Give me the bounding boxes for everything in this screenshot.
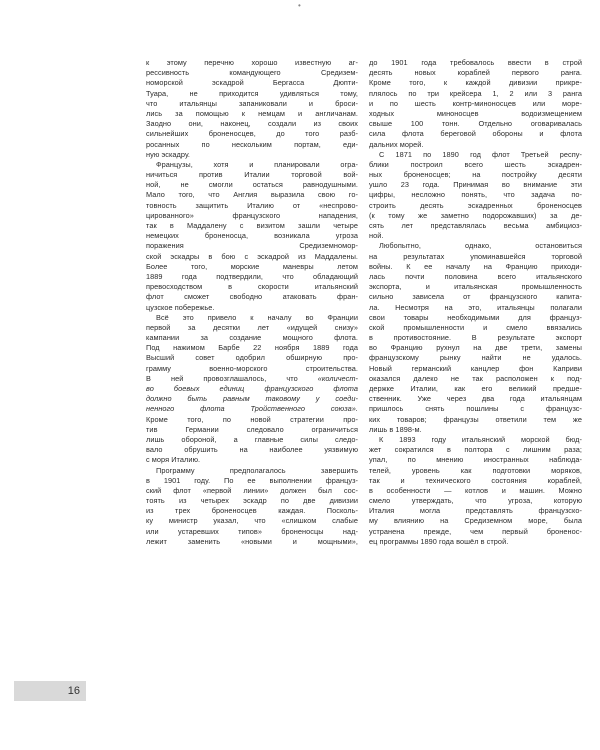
text-line: Италия могла представлять французско- xyxy=(369,506,582,516)
text-line: Кроме того, к каждой дивизии прикре- xyxy=(369,78,582,88)
text-line: лись за помощью к немцам и англичанам. xyxy=(146,108,358,118)
text-line: ец программы 1890 года вошёл в строй. xyxy=(369,536,509,546)
text-line: упал, по мнению иностранных наблюда- xyxy=(369,455,582,465)
text-line: тоять из четырех эскадр по две дивизии xyxy=(146,496,358,506)
text-line: поражения Средиземномор- xyxy=(146,241,358,251)
text-line: Новый германский канцлер фон Каприви xyxy=(369,363,582,373)
text-line: ской промышленности и смело ввязались xyxy=(369,322,582,332)
text-line: сила флота береговой обороны и флота xyxy=(369,129,582,139)
text-line: цузское побережье. xyxy=(146,302,215,312)
text-line: ной. xyxy=(369,231,384,241)
text-line: номорской эскадрой Бергасса Дюпти- xyxy=(146,78,358,88)
text-line: лась почти половина всего итальянского xyxy=(369,271,582,281)
text-line: Мало того, что Англия выразила свою го- xyxy=(146,190,358,200)
text-line: грамму военно-морского строительства. xyxy=(146,363,358,373)
text-line: пришлось снять пошлины с французс- xyxy=(369,404,582,414)
text-line: ничиться против Италии торговой вой- xyxy=(146,170,358,180)
text-line: му влиянию на Средиземном море, была xyxy=(369,516,582,526)
text-line: превосходством в скорости итальянский xyxy=(146,282,358,292)
text-line: ственник. Уже через два года итальянцам xyxy=(369,394,582,404)
text-line: ушло 23 года. Принимая во внимание эти xyxy=(369,180,582,190)
text-line: во боевых единиц французского флота xyxy=(146,384,358,393)
text-line: ский флот «первой линии» должен был сос- xyxy=(146,485,358,495)
text-line: и по шесть контр-миноносцев или море- xyxy=(369,98,582,108)
text-line: войны. К ее началу на Францию приходи- xyxy=(369,261,582,271)
text-line: росанных по нескольким портам, еди- xyxy=(146,139,358,149)
text-line: до 1901 года требовалось ввести в строй xyxy=(369,58,582,67)
text-line: Программу предполагалось завершить xyxy=(156,465,358,475)
text-line: первой за десятки лет «идущей снизу» xyxy=(146,322,358,332)
text-line: в противостояние. В результате экспорт xyxy=(369,333,582,343)
text-line: плялось по три крейсера 1, 2 или 3 ранга xyxy=(369,88,582,98)
text-line: ла. Несмотря на это, итальянцы полагали xyxy=(369,302,582,312)
text-line: лежит заменить «новыми и мощными», xyxy=(146,536,358,546)
text-line: С 1871 по 1890 год флот Третьей респу- xyxy=(379,149,582,159)
text-line: дальних морей. xyxy=(369,139,424,149)
text-line: ненного флота Тройственного союза». xyxy=(146,404,358,414)
text-column-left xyxy=(146,58,358,547)
text-line: Кроме того, по новой стратегии про- xyxy=(146,414,358,424)
page-number: 16 xyxy=(67,685,80,697)
text-line: товность защитить Италию от «неспрово- xyxy=(146,200,358,210)
text-line: флот сможет свободно атаковать фран- xyxy=(146,292,358,302)
text-line: лишь в 1898-м. xyxy=(369,424,422,434)
text-line: ных броненосцев; на постройку десяти xyxy=(369,170,582,180)
text-line: кампании за создание мощного флота. xyxy=(146,333,358,343)
text-line: Любопытно, однако, остановиться xyxy=(379,241,582,251)
text-line: оказался далеко не так расположен к под- xyxy=(369,373,582,383)
page-number-box xyxy=(14,681,86,701)
text-line: ких товаров; французы ответили тем же xyxy=(369,414,582,424)
text-line: К 1893 году итальянский морской бюд- xyxy=(379,434,582,444)
text-line: держке Италии, как его великий предше- xyxy=(369,384,582,393)
text-line: ходных миноносцев водоизмещением xyxy=(369,108,582,118)
text-line: ной, не смогли остаться равнодушными. xyxy=(146,180,358,190)
text-line: устранена прежде, чем первый броненос- xyxy=(369,526,582,536)
text-line: ской эскадры в бою с эскадрой из Маддалены. xyxy=(146,251,358,261)
text-line: к этому перечню хорошо известную аг- xyxy=(146,58,358,67)
text-line: сять лет представлялась весьма амбициоз- xyxy=(369,221,582,230)
text-line: так и технического состояния кораблей, xyxy=(369,475,582,485)
text-line: что итальянцы запаниковали и броси- xyxy=(146,98,358,108)
text-line: Туара, не приходится удивляться тому, xyxy=(146,88,358,98)
text-line: телей, уровень как подготовки моряков, xyxy=(369,465,582,475)
text-column-right xyxy=(369,58,582,547)
text-line: ную эскадру. xyxy=(146,149,191,159)
text-line: или устаревших типов» броненосцы над- xyxy=(146,526,358,536)
text-line: Заодно они, наконец, создали из своих xyxy=(146,119,358,129)
text-line: блики построил всего шесть эскадрен- xyxy=(369,159,582,169)
text-line: Под нажимом Барбе 22 ноября 1889 года xyxy=(146,343,358,353)
text-line: десять новых кораблей первого ранга. xyxy=(369,68,582,78)
text-line: В ней провозглашалось, что «количест- xyxy=(146,373,358,383)
text-line: тив Германии следовало ограничиться xyxy=(146,424,358,434)
text-line: немецких броненосца, возникала угроза xyxy=(146,231,358,241)
text-line: сильнейших броненосцев, до того разб- xyxy=(146,129,358,139)
text-line: (к тому же заметно подорожавших) за де- xyxy=(369,210,582,220)
text-line: на результатах упоминавшейся торговой xyxy=(369,251,582,261)
text-line: во Францию рухнул на две трети, замены xyxy=(369,343,582,353)
text-line: цифры, несложно понять, что задача по- xyxy=(369,190,582,200)
text-line: смело утверждать, что угроза, которую xyxy=(369,496,582,506)
text-line: жет сократился в полтора с лишним раза; xyxy=(369,445,582,455)
text-line: вало обрушить на наиболее уязвимую xyxy=(146,445,358,455)
text-line: ку министр указал, что «слишком слабые xyxy=(146,516,358,526)
text-line: Высший совет одобрил обширную про- xyxy=(146,353,358,363)
text-line: в особенности — котлов и машин. Можно xyxy=(369,485,582,495)
text-line: Более того, морские маневры летом xyxy=(146,261,358,271)
text-line: лишь обороной, а главные силы следо- xyxy=(146,434,358,444)
text-line: французскому рынку найти не удалось. xyxy=(369,353,582,363)
text-line: цированного» французского нападения, xyxy=(146,210,358,220)
text-line: сильно зависела от французского капита- xyxy=(369,292,582,302)
text-line: экспорта, и итальянская промышленность xyxy=(369,282,582,292)
text-line: свыше 100 тонн. Отдельно оговаривалась xyxy=(369,119,582,129)
top-mark: • xyxy=(298,1,301,10)
text-line: рессивность командующего Средизем- xyxy=(146,68,358,78)
text-line: с моря Италию. xyxy=(146,455,201,465)
text-line: из трех броненосцев каждая. Посколь- xyxy=(146,506,358,516)
text-line: так в Маддалену с визитом зашли четыре xyxy=(146,221,358,230)
text-line: Всё это привело к началу во Франции xyxy=(156,312,358,322)
text-line: Французы, хотя и планировали огра- xyxy=(156,159,358,169)
text-line: свои товары необходимыми для француз- xyxy=(369,312,582,322)
text-line: в 1901 году. По ее выполнении француз- xyxy=(146,475,358,485)
text-line: должно быть равным таковому у соеди- xyxy=(146,394,358,404)
text-line: 1889 года подтвердили, что обладающий xyxy=(146,271,358,281)
text-line: строить десять эскадренных броненосцев xyxy=(369,200,582,210)
